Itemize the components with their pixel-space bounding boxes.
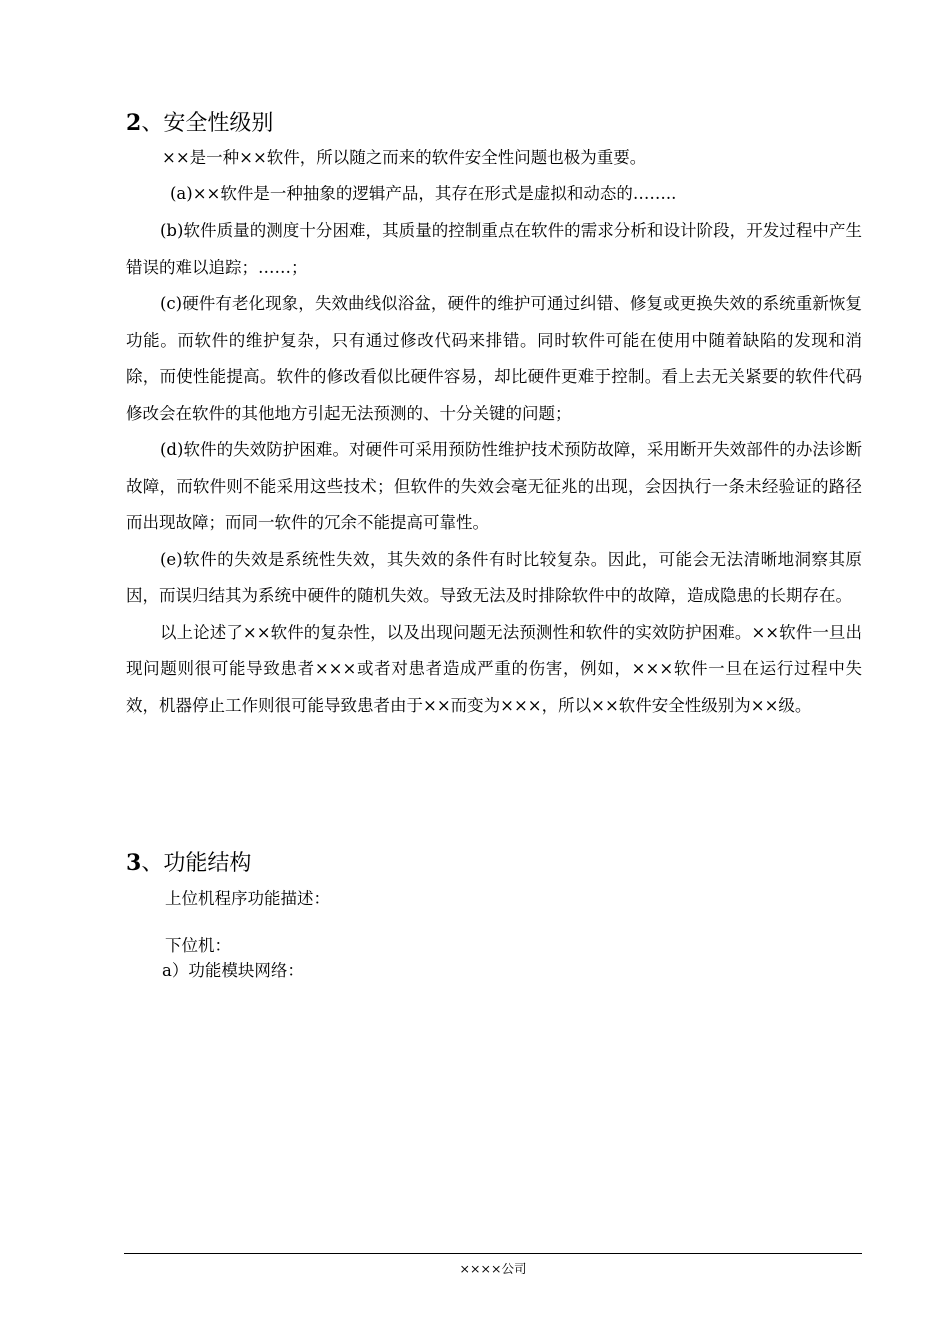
section-2-number: 2 <box>126 110 142 136</box>
footer-company: ××××公司 <box>459 1261 527 1276</box>
paragraph-summary: 以上论述了××软件的复杂性，以及出现问题无法预测性和软件的实效防护困难。××软件一旦出现问题则很可能导致患者×××或者对患者造成严重的伤害，例如，×××软件一旦在运行过程中失效，机器停止工作则很可能导致患者由于××而变为×××，所以××软件安全性级别为××级。 <box>126 622 862 715</box>
section-2-body <box>126 213 862 724</box>
footer-divider <box>124 1253 862 1254</box>
section-3-number: 3 <box>126 850 142 876</box>
function-module-network: a）功能模块网络： <box>162 961 304 980</box>
section-2-item-a: (a)××软件是一种抽象的逻辑产品，其存在形式是虚拟和动态的…….. <box>170 184 677 203</box>
section-3-heading <box>126 848 251 879</box>
paragraph-c: (c)硬件有老化现象，失效曲线似浴盆，硬件的维护可通过纠错、修复或更换失效的系统重新恢复功能。而软件的维护复杂，只有通过修改代码来排错。同时软件可能在使用中随着缺陷的发现和消除，而使性能提高。软件的修改看似比硬件容易，却比硬件更难于控制。看上去无关紧要的软件代码修改会在软件的其他地方引起无法预测的、十分关键的问题； <box>126 294 862 423</box>
section-2-title: 、安全性级别 <box>141 111 274 136</box>
paragraph-d: (d)软件的失效防护困难。对硬件可采用预防性维护技术预防故障，采用断开失效部件的办法诊断故障，而软件则不能采用这些技术；但软件的失效会毫无征兆的出现，会因执行一条未经验证的路径而出现故障；而同一软件的冗余不能提高可靠性。 <box>126 440 862 532</box>
lower-computer-label: 下位机： <box>165 936 231 955</box>
section-3-title: 、功能结构 <box>141 851 252 876</box>
paragraph-e: (e)软件的失效是系统性失效，其失效的条件有时比较复杂。因此，可能会无法清晰地洞察其原因，而误归结其为系统中硬件的随机失效。导致无法及时排除软件中的故障，造成隐患的长期存在。 <box>126 549 862 605</box>
section-2-intro: ××是一种××软件，所以随之而来的软件安全性问题也极为重要。 <box>162 148 647 167</box>
paragraph-b: (b)软件质量的测度十分困难，其质量的控制重点在软件的需求分析和设计阶段，开发过程中产生错误的难以追踪；……； <box>126 221 862 277</box>
section-2-heading <box>126 108 273 139</box>
upper-computer-description: 上位机程序功能描述： <box>165 889 330 908</box>
